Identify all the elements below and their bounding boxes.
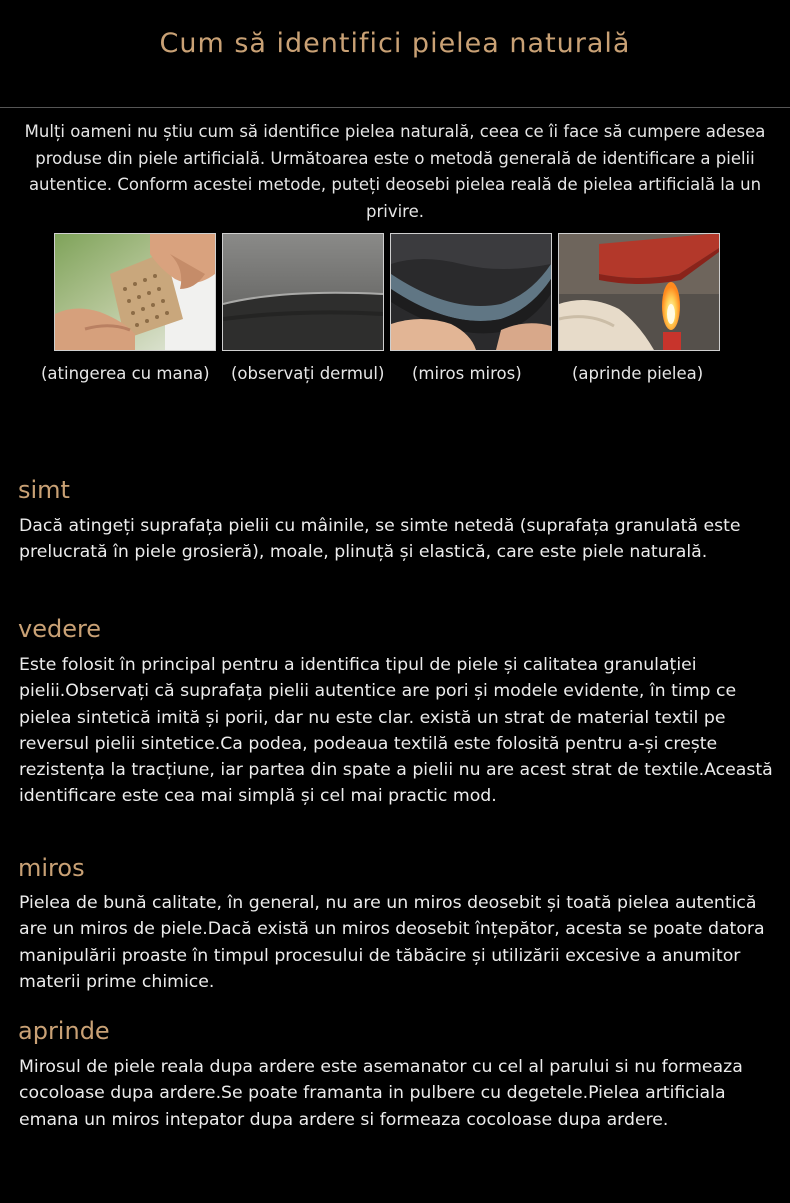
section-heading-smell: miros — [18, 854, 85, 882]
hand-touching-leather-photo — [54, 233, 216, 351]
leather-edge-smell-photo — [390, 233, 552, 351]
photo-caption-smell: (miros miros) — [412, 364, 522, 383]
section-body-touch: Dacă atingeți suprafața pielii cu mâinile, se simte netedă (suprafața granulată este prelucrată în piele grosieră), moale, plinuță și elastică, care este piele naturală. — [19, 516, 741, 563]
section-heading-touch: simt — [18, 476, 70, 504]
section-body-burn: Mirosul de piele reala dupa ardere este asemanator cu cel al parului si nu formeaza cocoloase dupa ardere.Se poate framanta in pulbere cu degetele.Pielea artificiala emana un miros intepator dupa ardere si formeaza cocoloase dupa ardere. — [19, 1057, 743, 1130]
section-heading-sight: vedere — [18, 615, 102, 643]
section-body-smell: Pielea de bună calitate, în general, nu are un miros deosebit și toată pielea autentică are un miros de piele.Dacă există un miros deosebit înțepător, acesta se poate datora manipulării proaste în timpul procesului de tăbăcire și utilizării excesive a anumitor materii prime chimice. — [19, 893, 765, 992]
photo-caption-touch: (atingerea cu mana) — [41, 364, 210, 383]
section-heading-burn: aprinde — [18, 1017, 110, 1045]
section-body-sight: Este folosit în principal pentru a identifica tipul de piele și calitatea granulației pielii.Observați că suprafața pielii autentice are pori și modele evidente, în timp ce pielea sintetică imită și porii, dar nu este clar. există un strat de material textil pe reversul pielii sintetice.Ca podea, podeaua textilă este folosită pentru a-și crește rezistența la tracțiune, iar partea din spate a pielii nu are acest strat de textile.Această identificare este cea mai simplă și cel mai practic mod. — [19, 655, 773, 807]
photo-caption-burn: (aprinde pielea) — [572, 364, 704, 383]
leather-burning-flame-photo — [558, 233, 720, 351]
page-title: Cum să identifici pielea naturală — [159, 28, 631, 59]
photo-caption-dermis: (observați dermul) — [231, 364, 385, 383]
leather-dermis-photo — [222, 233, 384, 351]
intro-paragraph: Mulți oameni nu știu cum să identifice pielea naturală, ceea ce îi face să cumpere adesea produse din piele artificială. Următoarea este o metodă generală de identificare a pielii autentice. Conform acestei metode, puteți deosebi pielea reală de pielea artificială la un privire. — [24, 122, 766, 221]
title-divider — [0, 107, 790, 108]
